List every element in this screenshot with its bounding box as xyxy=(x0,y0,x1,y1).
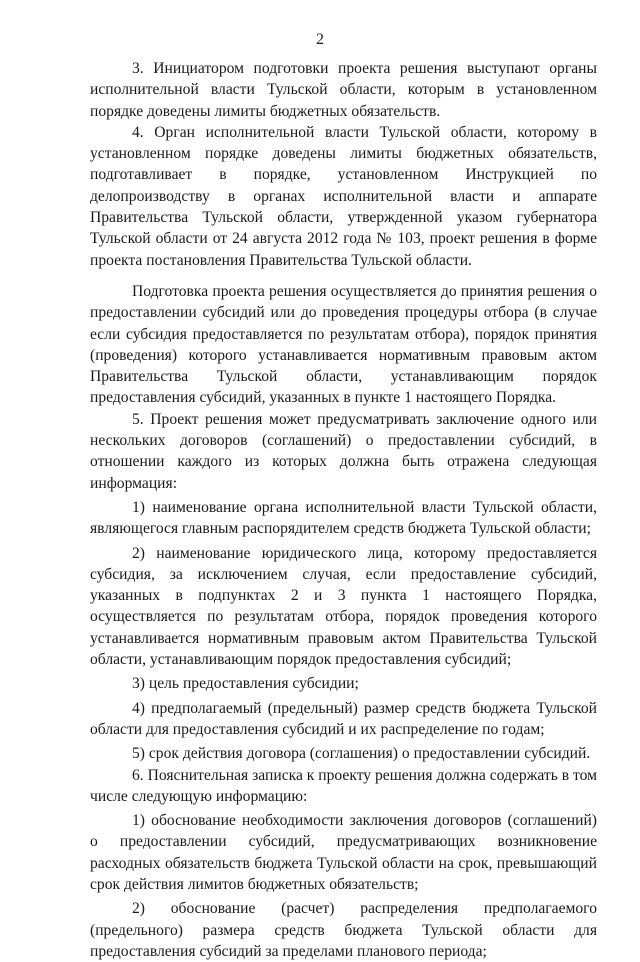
paragraph-item-5: 5. Проект решения может предусматривать заключение одного или нескольких договоров (соглашений) о предоставлении субсидий, в отношении каждого из которых должна быть отражена следующая информация: xyxy=(90,410,597,492)
paragraph-item-3: 3. Инициатором подготовки проекта решения выступают органы исполнительной власти Тульской области, которым в установленном порядке доведены лимиты бюджетных обязательств. xyxy=(90,60,597,120)
subitem-5-2: 2) наименование юридического лица, которому предоставляется субсидия, за исключением случая, если предоставление субсидий, указанных в подпунктах 2 и 3 пункта 1 настоящего Порядка, осуществляется по результатам отбора, порядок проведения которого устанавливается нормативным правовым актом Правительства Тульской области, устанавливающим порядок предоставления субсидий; xyxy=(90,544,597,669)
page-number: 2 xyxy=(316,31,324,48)
subitem-5-3: 3) цель предоставления субсидии; xyxy=(132,675,359,693)
paragraph-item-6: 6. Пояснительная записка к проекту решения должна содержать в том числе следующую информацию: xyxy=(90,766,597,805)
subitem-5-4: 4) предполагаемый (предельный) размер средств бюджета Тульской области для предоставления субсидий и их распределение по годам; xyxy=(90,699,597,738)
document-body xyxy=(90,58,597,962)
subitem-5-5: 5) срок действия договора (соглашения) о предоставлении субсидий. xyxy=(132,745,591,763)
paragraph-item-4: 4. Орган исполнительной власти Тульской области, которому в установленном порядке доведены лимиты бюджетных обязательств, подготавливает в порядке, установленном Инструкцией по делопроизводству в органах исполнительной власти и аппарате Правительства Тульской области, утвержденной указом губернатора Тульской области от 24 августа 2012 года № 103, проект решения в форме проекта постановления Правительства Тульской области. xyxy=(90,123,597,269)
subitem-6-2: 2) обоснование (расчет) распределения предполагаемого (предельного) размера средств бюджета Тульской области для предоставления субсидий за пределами планового периода; xyxy=(90,900,597,960)
subitem-5-1: 1) наименование органа исполнительной власти Тульской области, являющегося главным распорядителем средств бюджета Тульской области; xyxy=(90,498,597,538)
paragraph-preparation: Подготовка проекта решения осуществляется до принятия решения о предоставлении субсидий или до проведения процедуры отбора (в случае если субсидия предоставляется по результатам отбора), порядок принятия (проведения) которого устанавливается нормативным правовым актом Правительства Тульской области, устанавливающим порядок предоставления субсидий, указанных в пункте 1 настоящего Порядка. xyxy=(90,282,597,407)
subitem-6-1: 1) обоснование необходимости заключения договоров (соглашений) о предоставлении субсидий, предусматривающих возникновение расходных обязательств бюджета Тульской области на срок, превышающий срок действия лимитов бюджетных обязательств; xyxy=(90,812,597,893)
